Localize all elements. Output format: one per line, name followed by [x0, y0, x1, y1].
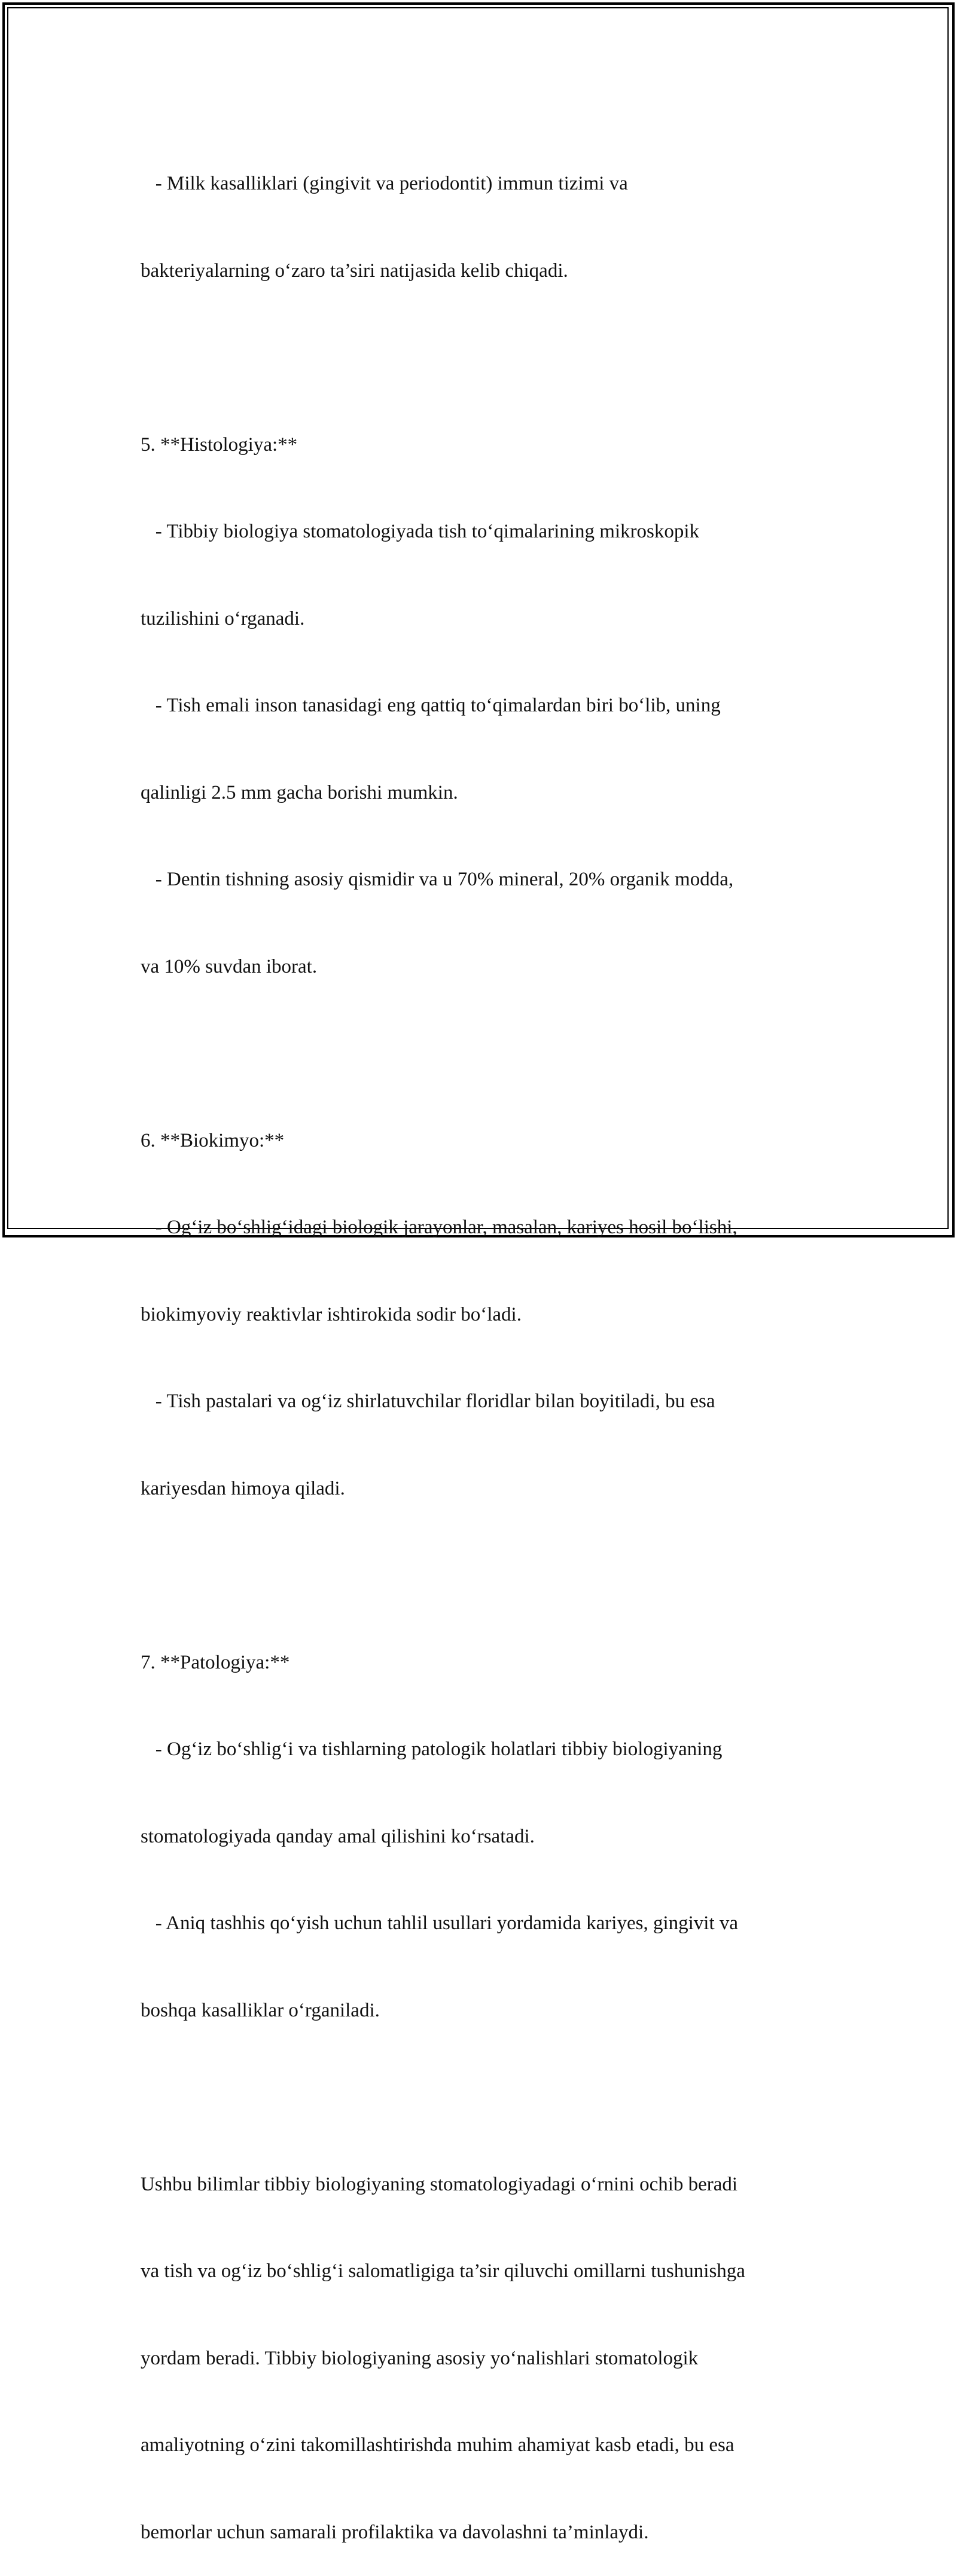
- document-body: [141, 111, 828, 2576]
- text-line: kariyesdan himoya qiladi.: [141, 1477, 345, 1499]
- text-line: biokimyoviy reaktivlar ishtirokida sodir bo‘ladi.: [141, 1303, 522, 1325]
- text-line: - Og‘iz bo‘shlig‘i va tishlarning patologik holatlari tibbiy biologiyaning: [141, 1738, 723, 1760]
- paragraph-gap: [141, 343, 828, 372]
- text-line: va 10% suvdan iborat.: [141, 955, 318, 977]
- text-line: qalinligi 2.5 mm gacha borishi mumkin.: [141, 781, 458, 803]
- text-line: - Og‘iz bo‘shlig‘idagi biologik jarayonlar, masalan, kariyes hosil bo‘lishi,: [141, 1217, 737, 1238]
- text-line: - Tish emali inson tanasidagi eng qattiq to‘qimalardan biri bo‘lib, uning: [141, 695, 721, 716]
- conclusion-line: amaliyotning o‘zini takomillashtirishda muhim ahamiyat kasb etadi, bu esa: [141, 2434, 734, 2456]
- text-line: - Dentin tishning asosiy qismidir va u 70% mineral, 20% organik modda,: [141, 869, 734, 890]
- conclusion-line: bemorlar uchun samarali profilaktika va davolashni ta’minlaydi.: [141, 2521, 649, 2543]
- section-heading-histologiya: 5. **Histologiya:**: [141, 433, 298, 456]
- conclusion-line: yordam beradi. Tibbiy biologiyaning asosiy yo‘nalishlari stomatologik: [141, 2347, 699, 2369]
- text-line: - Milk kasalliklari (gingivit va periodontit) immun tizimi va: [141, 173, 628, 194]
- text-line: - Tish pastalari va og‘iz shirlatuvchilar floridlar bilan boyitiladi, bu esa: [141, 1391, 715, 1412]
- text-line: bakteriyalarning o‘zaro ta’siri natijasida kelib chiqadi.: [141, 259, 568, 282]
- text-line: boshqa kasalliklar o‘rganiladi.: [141, 1999, 380, 2021]
- section-heading-patologiya: 7. **Patologiya:**: [141, 1651, 290, 1673]
- conclusion-line: Ushbu bilimlar tibbiy biologiyaning stomatologiyadagi o‘rnini ochib beradi: [141, 2173, 738, 2195]
- conclusion-line: va tish va og‘iz bo‘shlig‘i salomatligiga ta’sir qiluvchi omillarni tushunishga: [141, 2260, 745, 2282]
- section-heading-biokimyo: 6. **Biokimyo:**: [141, 1129, 285, 1151]
- text-line: tuzilishini o‘rganadi.: [141, 607, 305, 630]
- paragraph-gap: [141, 1039, 828, 1068]
- paragraph-gap: [141, 2083, 828, 2112]
- paragraph-gap: [141, 1561, 828, 1590]
- text-line: - Aniq tashhis qo‘yish uchun tahlil usullari yordamida kariyes, gingivit va: [141, 1912, 739, 1934]
- text-line: stomatologiyada qanday amal qilishini ko‘rsatadi.: [141, 1825, 535, 1847]
- text-line: - Tibbiy biologiya stomatologiyada tish to‘qimalarining mikroskopik: [141, 521, 700, 542]
